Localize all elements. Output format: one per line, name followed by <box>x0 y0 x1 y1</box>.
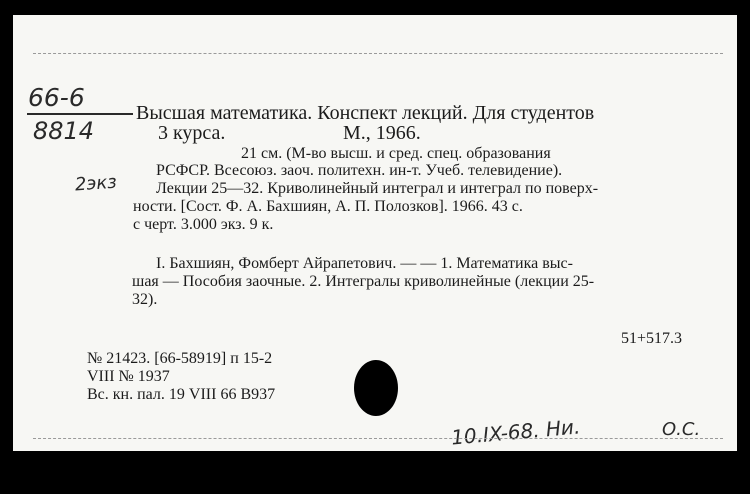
handwritten-date-note: 10.IX-68. Ни. <box>450 414 582 450</box>
description-line-5: с черт. 3.000 экз. 9 к. <box>133 216 274 233</box>
record-line-1: № 21423. [66-58919] п 15-2 <box>87 350 273 367</box>
shelf-code-underline <box>27 113 133 115</box>
record-line-2: VIII № 1937 <box>87 368 170 385</box>
handwritten-shelf-code-bottom: 8814 <box>33 117 95 145</box>
handwritten-copies-note: 2экз <box>74 171 118 196</box>
initials-text: О.С. <box>662 419 701 440</box>
publication-place-year: М., 1966. <box>343 122 421 144</box>
record-line-3: Вс. кн. пал. 19 VIII 66 В937 <box>87 386 276 403</box>
catalog-card <box>13 15 737 451</box>
title-line-2: 3 курса. <box>158 122 226 144</box>
subject-line-2: шая — Пособия заочные. 2. Интегралы криволинейные (лекции 25- <box>132 273 595 290</box>
description-line-3: Лекции 25—32. Криволинейный интеграл и интеграл по поверх- <box>156 180 599 197</box>
classification-number: 51+517.3 <box>621 330 683 347</box>
description-line-4: ности. [Сост. Ф. А. Бахшиян, А. П. Полозков]. 1966. 43 с. <box>133 198 523 215</box>
punch-hole <box>354 360 398 416</box>
title-line: Высшая математика. Конспект лекций. Для студентов <box>136 102 595 124</box>
handwritten-shelf-code-top: 66-6 <box>28 83 85 112</box>
description-line-2: РСФСР. Всесоюз. заоч. политехн. ин-т. Учеб. телевидение). <box>156 162 563 179</box>
dotted-rule-top <box>33 53 723 54</box>
dotted-rule-bottom <box>33 438 723 439</box>
subject-line-1: I. Бахшиян, Фомберт Айрапетович. — — 1. Математика выс- <box>156 255 573 272</box>
description-line-1: 21 см. (М-во высш. и сред. спец. образования <box>241 145 551 162</box>
subject-line-3: 32). <box>132 291 158 308</box>
